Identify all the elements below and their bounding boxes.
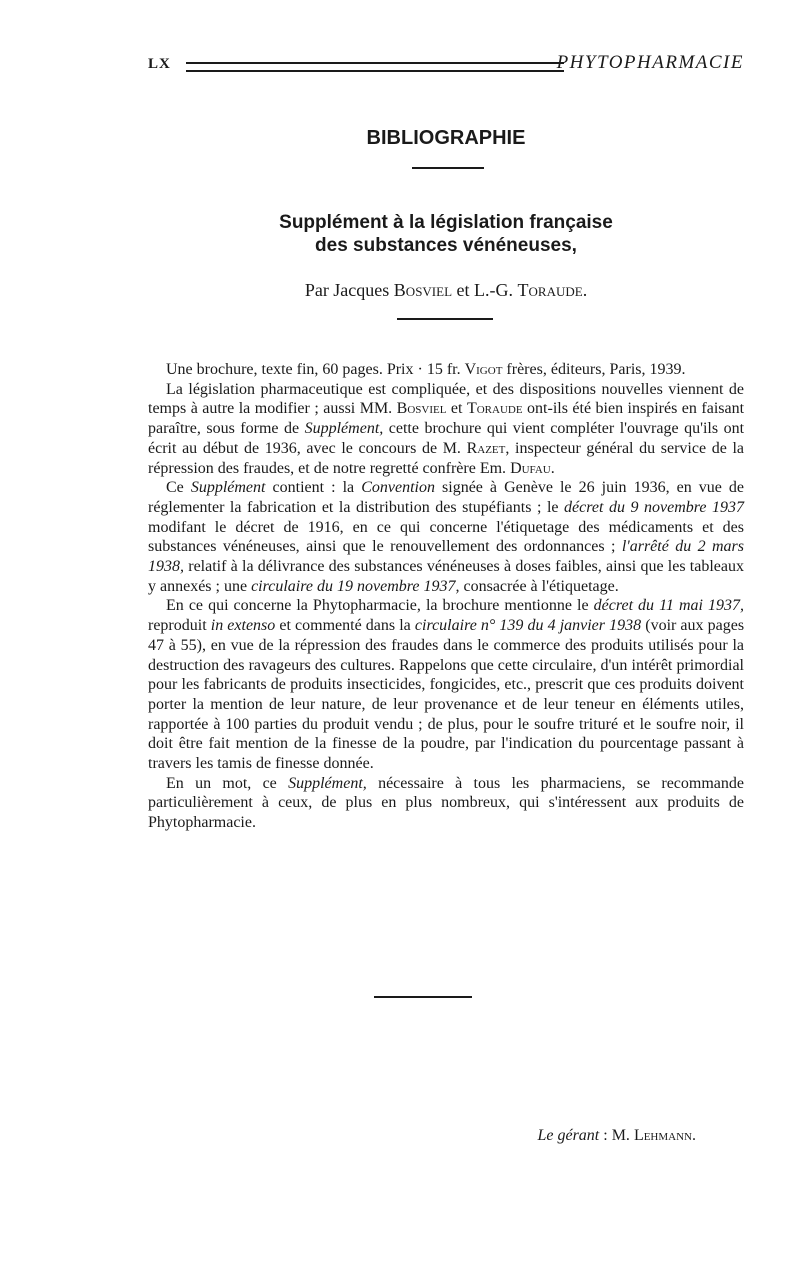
signature: [537, 1127, 696, 1145]
p4-text-2: reproduit: [148, 617, 207, 635]
convention-italic: Convention: [361, 479, 435, 497]
p5-text-2: nécessaire à tous les pharmaciens, se recommande particulièrement à ceux, de plus en plus nombreux, qui s'intéressent aux produits de Phytopharmacie.: [148, 774, 745, 832]
closing-rule: [374, 996, 472, 998]
p2-text: La législation pharmaceutique est compliquée, et des dispositions nouvelles viennent de temps à autre la modifier ; aussi MM.: [148, 380, 744, 418]
p2-text-4: inspecteur général du service de la répression des fraudes, et de notre regretté confrère Em.: [148, 439, 745, 477]
book-title: [148, 211, 744, 257]
supplement-italic: Supplément,: [304, 420, 384, 438]
author-toraude-ref: Toraude: [466, 400, 523, 418]
journal-title: PHYTOPHARMACIE: [556, 52, 744, 73]
byline: [148, 280, 744, 301]
p4-text: En ce qui concerne la Phytopharmacie, la brochure mentionne le: [166, 597, 589, 615]
signature-initial: M.: [611, 1127, 630, 1144]
author-bosviel: Bosviel: [393, 280, 453, 300]
signature-end: .: [692, 1127, 696, 1144]
paragraph-5: [148, 774, 744, 833]
p2-text-2: ont-ils été bien inspirés en faisant paraître, sous forme de: [148, 400, 745, 438]
p3-text-4: modifant le décret de 1916, en ce qui concerne l'étiquetage des médicaments et des substances vénéneuses, ainsi que le renouvellement des ordonnances ;: [148, 518, 744, 556]
running-header: [148, 52, 744, 82]
byline-end: .: [582, 280, 588, 300]
circulaire-1937-italic: circulaire du 19 novembre 1937,: [251, 577, 460, 595]
byline-prefix: Par Jacques: [304, 280, 390, 300]
signature-label: Le gérant: [537, 1127, 600, 1144]
paragraph-2: [148, 380, 744, 479]
paragraph-3: [148, 478, 744, 596]
book-title-line-1: Supplément à la législation française: [279, 212, 613, 233]
circulaire-139-italic: circulaire n° 139 du 4 janvier 1938: [414, 617, 642, 635]
decree-1937-italic: décret du 9 novembre 1937: [564, 498, 745, 516]
p3-text: Ce: [166, 479, 184, 497]
p4-text-4: (voir aux pages 47 à 55), en vue de la répression des fraudes dans le commerce des produits utilisés pour la destruction des ravageurs des cultures. Rappelons que cette circulaire, d'un intérêt primordial pour les fabricants de produits insecticides, fongicides, etc., prescrit que ces produits doivent porter la mention de leur nature, de leur provenance et de leur teneur en éléments utiles, rapportée à 100 parties du produit vendu ; de plus, pour le soufre trituré et le soufre noir, il doit être fait mention de la finesse de la poudre, par l'indication du pourcentage passant à travers les tamis de finesse donnée.: [148, 617, 745, 773]
in-extenso-italic: in extenso: [210, 617, 276, 635]
p4-text-3: et commenté dans la: [279, 617, 411, 635]
byline-conjunction: et L.-G.: [456, 280, 514, 300]
page-folio: LX: [148, 56, 171, 72]
decree-may-1937-italic: décret du 11 mai 1937,: [593, 597, 744, 615]
razet-name: Razet,: [466, 439, 510, 457]
p1-text: Une brochure, texte fin, 60 pages. Prix · 15 fr.: [166, 361, 461, 378]
p3-text-6: consacrée à l'étiquetage.: [463, 577, 619, 595]
p3-text-2: contient : la: [272, 479, 355, 497]
p2-end: .: [550, 459, 555, 477]
author-bosviel-ref: Bosviel: [396, 400, 447, 418]
arrete-1938-italic: l'arrêté du 2 mars 1938,: [148, 538, 745, 576]
paragraph-4: [148, 596, 744, 773]
supplement-italic: Supplément: [190, 479, 266, 497]
dufau-name: Dufau: [510, 459, 551, 477]
p2-text-3: cette brochure qui vient compléter l'ouvrage qu'ils ont écrit au début de 1936, avec le concours de M.: [148, 420, 745, 457]
header-double-rule: [186, 62, 564, 72]
section-title: BIBLIOGRAPHIE: [366, 127, 526, 149]
paragraph-1: [148, 360, 744, 380]
p3-text-5: relatif à la délivrance des substances vénéneuses à doses faibles, ainsi que les tableaux y annexés ; une: [148, 558, 745, 595]
separator-rule: [397, 318, 493, 320]
review-body: [148, 360, 744, 833]
p5-text: En un mot, ce: [166, 774, 277, 792]
p2-conj: et: [450, 400, 463, 418]
author-toraude: Toraude: [517, 280, 583, 300]
p1-text-2: frères, éditeurs, Paris, 1939.: [506, 361, 686, 378]
signature-sep: :: [603, 1127, 608, 1144]
supplement-italic: Supplément,: [288, 774, 367, 792]
signature-name: Lehmann: [633, 1127, 692, 1144]
publisher-name: Vigot: [464, 361, 503, 378]
title-underline-rule: [412, 167, 484, 169]
book-title-line-2: des substances vénéneuses,: [315, 235, 577, 256]
p3-text-3: signée à Genève le 26 juin 1936, en vue de réglementer la fabrication et la distribution des stupéfiants ; le: [148, 479, 745, 516]
